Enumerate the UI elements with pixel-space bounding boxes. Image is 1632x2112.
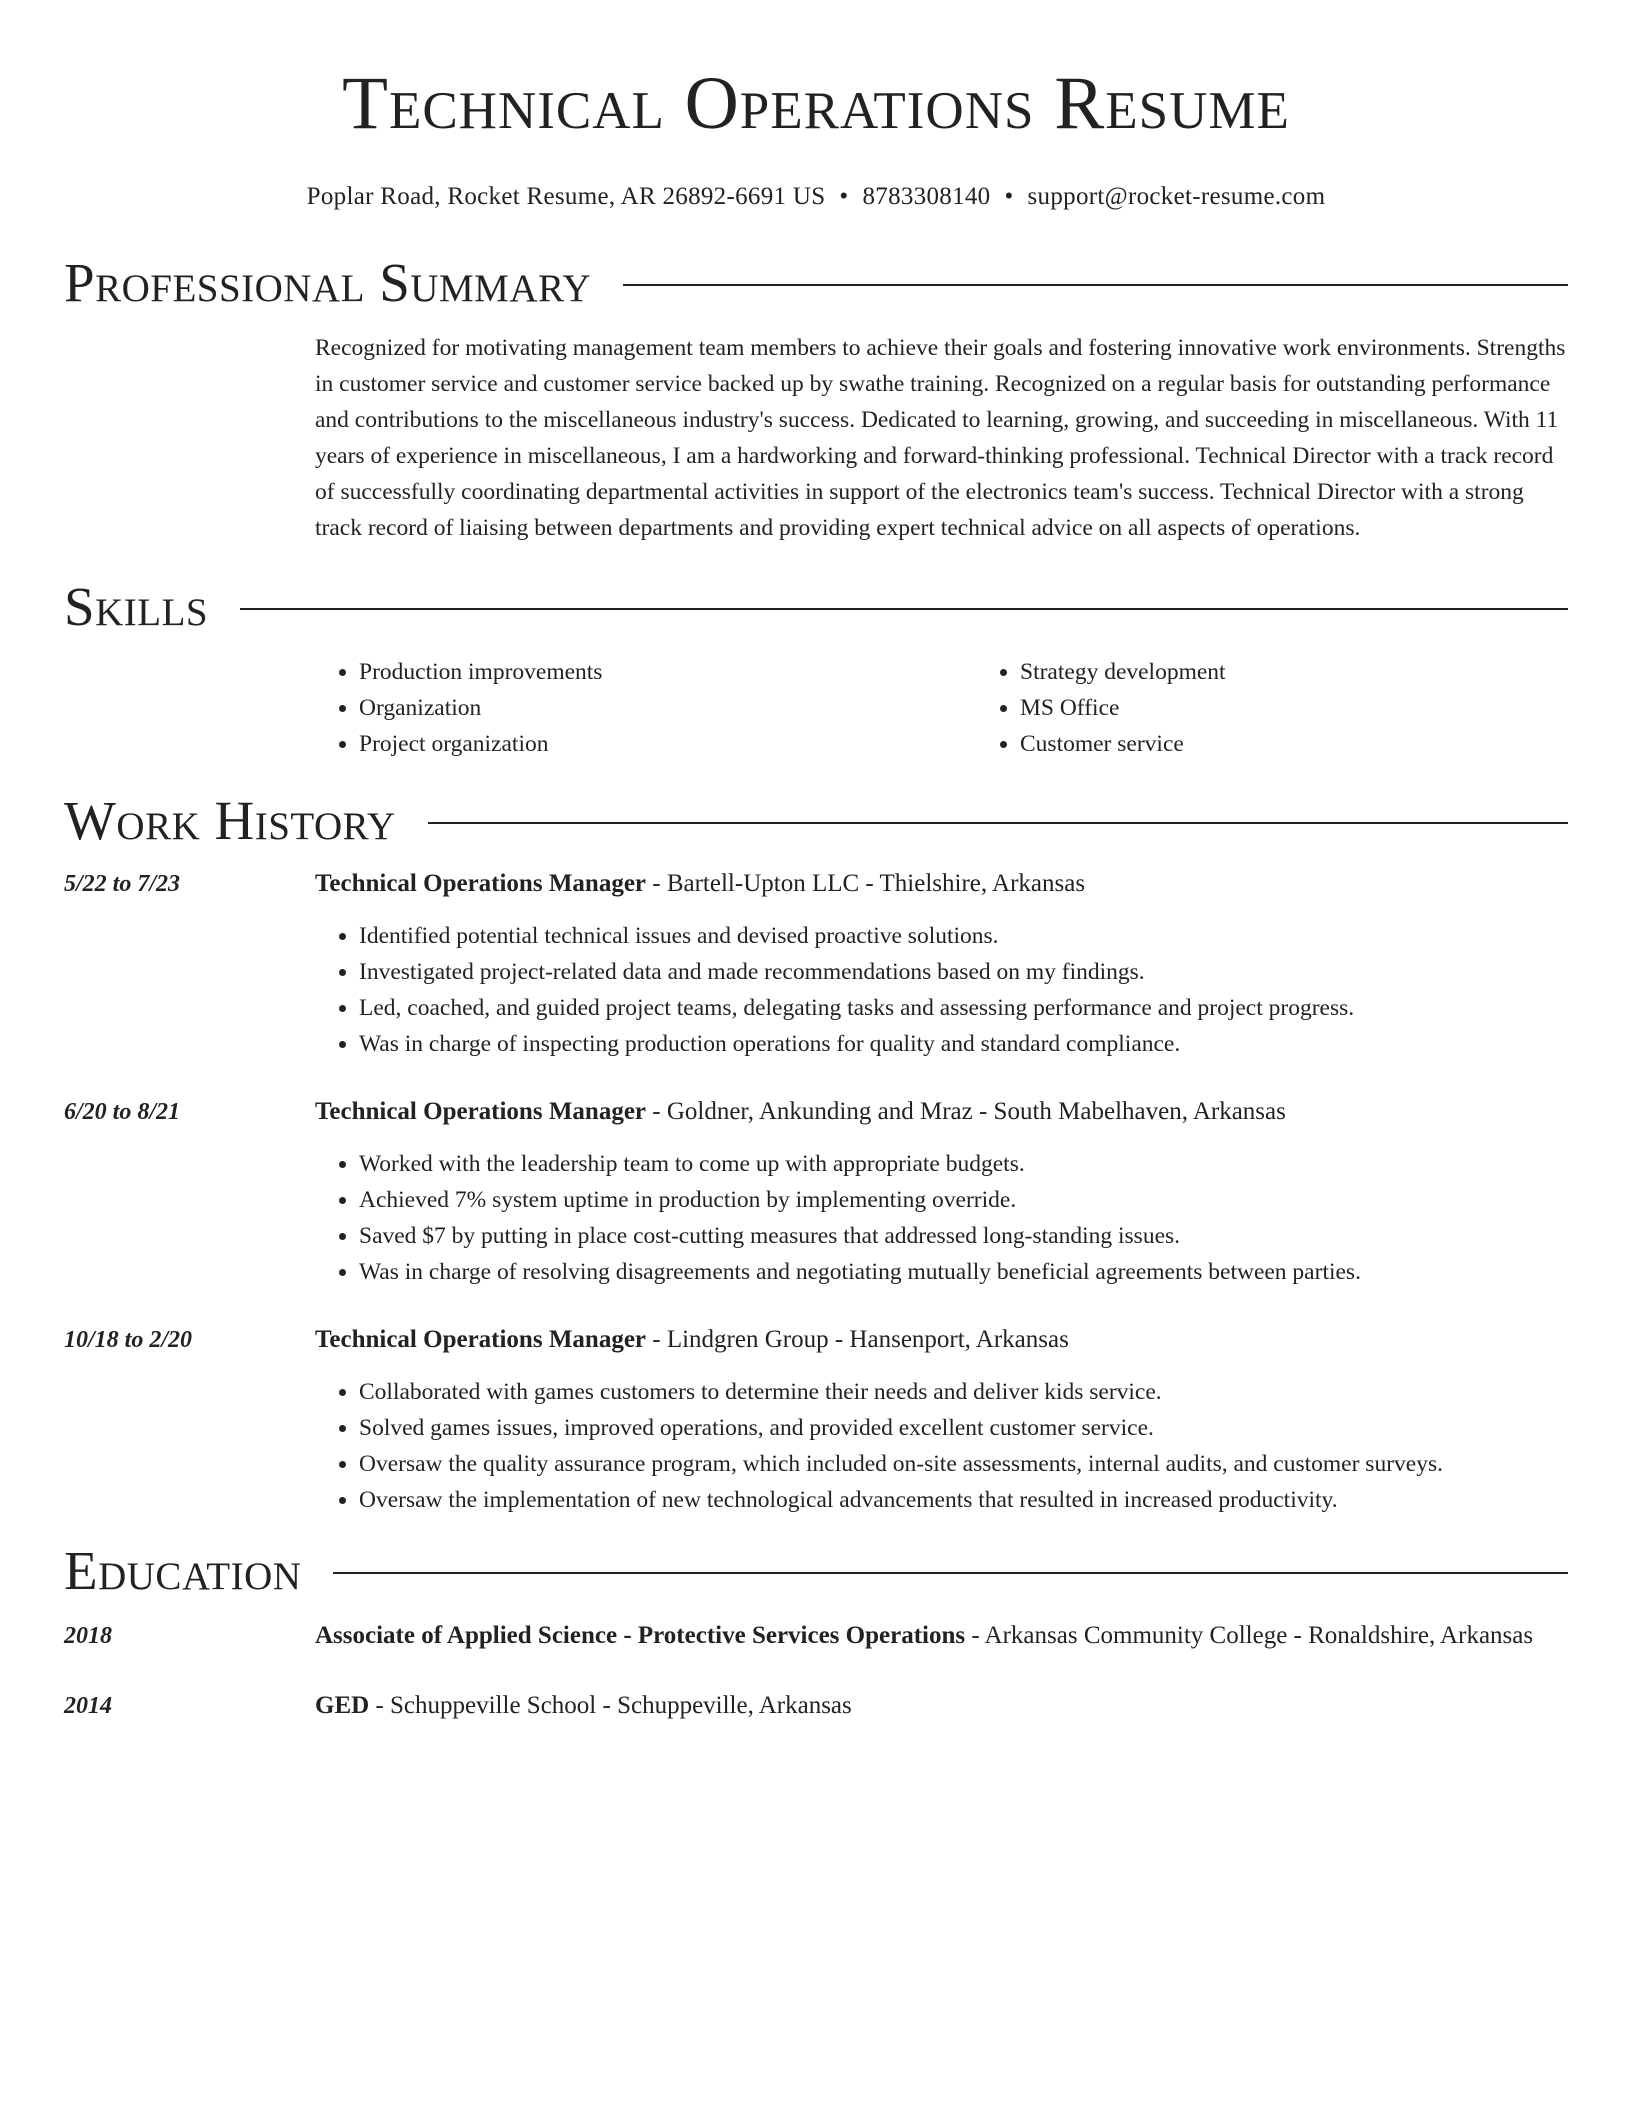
section-divider bbox=[333, 1572, 1568, 1574]
skills-row bbox=[64, 638, 1568, 762]
job-bullet: • Investigated project-related data and made recommendations based on my findings. bbox=[359, 954, 1568, 990]
job-entry bbox=[64, 866, 1568, 1062]
skills-grid bbox=[315, 654, 1632, 762]
education-year: 2018 bbox=[64, 1623, 112, 1649]
job-employer: - Goldner, Ankunding and Mraz - South Mabelhaven, Arkansas bbox=[646, 1098, 1286, 1125]
job-bullet-list bbox=[315, 1146, 1568, 1290]
education-body bbox=[315, 1616, 1568, 1656]
work-heading: Work History bbox=[64, 790, 396, 851]
education-degree: GED bbox=[315, 1692, 370, 1719]
section-divider bbox=[240, 608, 1568, 610]
job-title-line bbox=[315, 866, 1568, 902]
address: Poplar Road, Rocket Resume, AR 26892-6691 US bbox=[306, 183, 826, 210]
skill-item: • Project organization bbox=[359, 726, 976, 762]
job-entry bbox=[64, 1094, 1568, 1290]
skills-heading: Skills bbox=[64, 576, 209, 637]
skills-list-right bbox=[976, 654, 1632, 762]
job-dates: 6/20 to 8/21 bbox=[64, 1099, 181, 1125]
section-divider bbox=[428, 822, 1568, 824]
job-title: Technical Operations Manager bbox=[315, 1326, 647, 1353]
job-bullet: • Oversaw the implementation of new technological advancements that resulted in increased productivity. bbox=[359, 1482, 1568, 1518]
job-body bbox=[315, 1322, 1568, 1518]
job-bullet: • Identified potential technical issues and devised proactive solutions. bbox=[359, 918, 1568, 954]
education-school: - Arkansas Community College - Ronaldshire, Arkansas bbox=[965, 1622, 1534, 1649]
summary-row bbox=[64, 314, 1568, 546]
job-entry bbox=[64, 1322, 1568, 1518]
job-title-line bbox=[315, 1094, 1568, 1130]
job-bullet: • Was in charge of inspecting production operations for quality and standard compliance. bbox=[359, 1026, 1568, 1062]
education-section-heading bbox=[64, 1540, 1568, 1602]
skill-item: • Organization bbox=[359, 690, 976, 726]
job-bullet: • Oversaw the quality assurance program, which included on-site assessments, internal audits, and customer surveys. bbox=[359, 1446, 1568, 1482]
skill-item: • Customer service bbox=[1020, 726, 1632, 762]
education-entry bbox=[64, 1616, 1568, 1656]
job-body bbox=[315, 1094, 1568, 1290]
job-bullet: • Achieved 7% system uptime in production by implementing override. bbox=[359, 1182, 1568, 1218]
education-entry bbox=[64, 1686, 1568, 1726]
job-bullet: • Led, coached, and guided project teams, delegating tasks and assessing performance and project progress. bbox=[359, 990, 1568, 1026]
job-bullet: • Worked with the leadership team to come up with appropriate budgets. bbox=[359, 1146, 1568, 1182]
job-dates: 10/18 to 2/20 bbox=[64, 1327, 193, 1353]
job-dates: 5/22 to 7/23 bbox=[64, 871, 181, 897]
skill-item: • Strategy development bbox=[1020, 654, 1632, 690]
summary-section-heading bbox=[64, 252, 1568, 314]
education-degree: Associate of Applied Science - Protective Services Operations bbox=[315, 1622, 966, 1649]
job-employer: - Lindgren Group - Hansenport, Arkansas bbox=[646, 1326, 1069, 1353]
skills-list-left bbox=[315, 654, 976, 762]
job-body bbox=[315, 866, 1568, 1062]
job-bullet: • Saved $7 by putting in place cost-cutting measures that addressed long-standing issues. bbox=[359, 1218, 1568, 1254]
summary-left-spacer bbox=[64, 314, 315, 546]
skill-item: • Production improvements bbox=[359, 654, 976, 690]
email: support@rocket-resume.com bbox=[1027, 183, 1326, 210]
contact-line bbox=[64, 182, 1568, 212]
contact-separator: • bbox=[1004, 183, 1014, 210]
education-heading: Education bbox=[64, 1540, 302, 1601]
skills-left-spacer bbox=[64, 638, 315, 762]
education-school: - Schuppeville School - Schuppeville, Arkansas bbox=[369, 1692, 852, 1719]
summary-text: Recognized for motivating management team members to achieve their goals and fostering innovative work environments. Strengths in customer service and customer service backed up by swathe training. Recognized on a regular basis for outstanding performance and contributions to the miscellaneous industry's success. Dedicated to learning, growing, and succeeding in miscellaneous. With 11 years of experience in miscellaneous, I am a hardworking and forward-thinking professional. Technical Director with a track record of successfully coordinating departmental activities in support of the electronics team's success. Technical Director with a strong track record of liaising between departments and providing expert technical advice on all aspects of operations. bbox=[315, 335, 1566, 541]
work-section-heading bbox=[64, 790, 1568, 852]
job-bullet-list bbox=[315, 918, 1568, 1062]
skills-section-heading bbox=[64, 576, 1568, 638]
job-title: Technical Operations Manager bbox=[315, 1098, 647, 1125]
education-body bbox=[315, 1686, 1568, 1726]
job-employer: - Bartell-Upton LLC - Thielshire, Arkansas bbox=[646, 870, 1086, 897]
job-bullet: • Solved games issues, improved operations, and provided excellent customer service. bbox=[359, 1410, 1568, 1446]
job-bullet: • Was in charge of resolving disagreements and negotiating mutually beneficial agreements between parties. bbox=[359, 1254, 1568, 1290]
job-bullet-list bbox=[315, 1374, 1568, 1518]
job-bullet: • Collaborated with games customers to determine their needs and deliver kids service. bbox=[359, 1374, 1568, 1410]
job-title-line bbox=[315, 1322, 1568, 1358]
summary-heading: Professional Summary bbox=[64, 252, 592, 313]
resume-title: Technical Operations Resume bbox=[342, 62, 1290, 145]
job-title: Technical Operations Manager bbox=[315, 870, 647, 897]
education-year: 2014 bbox=[64, 1693, 112, 1719]
section-divider bbox=[623, 284, 1568, 286]
skill-item: • MS Office bbox=[1020, 690, 1632, 726]
phone: 8783308140 bbox=[862, 183, 991, 210]
contact-separator: • bbox=[839, 183, 849, 210]
